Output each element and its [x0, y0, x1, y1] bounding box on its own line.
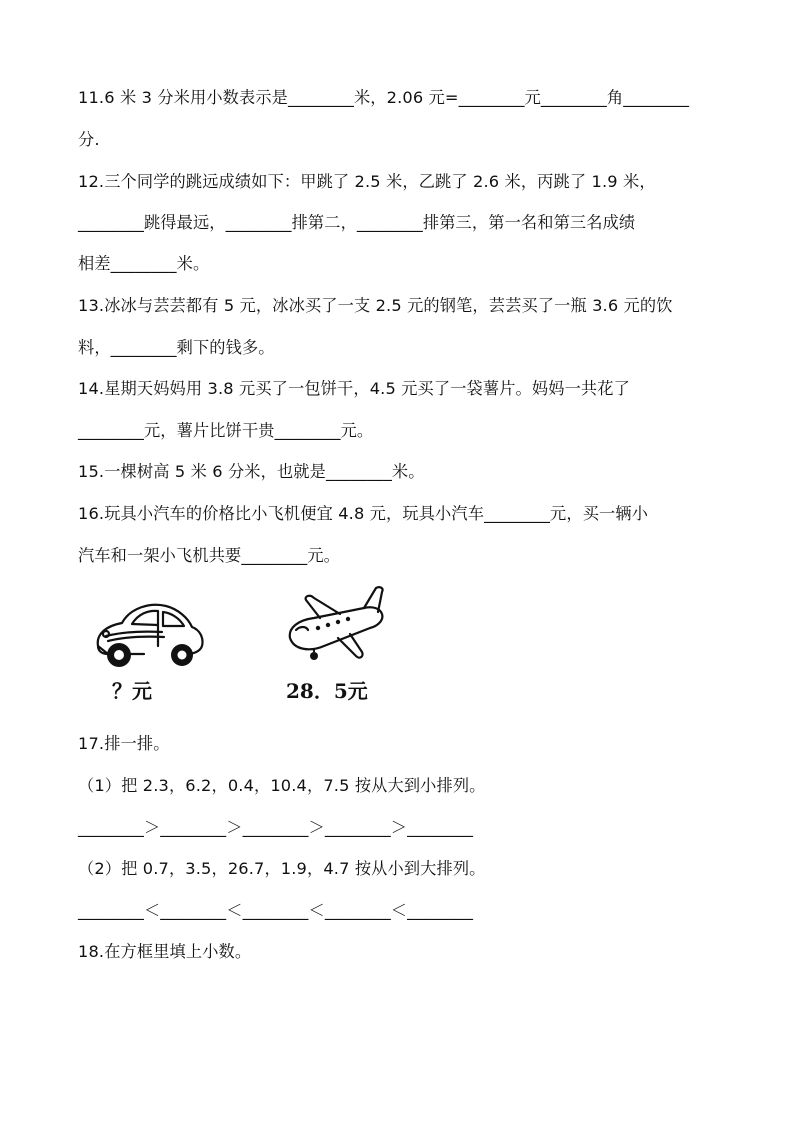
q17-part2-answer: ________＜________＜________＜________＜________: [78, 901, 474, 920]
q15-line1: 15.一棵树高 5 米 6 分米，也就是________米。: [78, 462, 425, 481]
q17-part2: （2）把 0.7，3.5，26.7，1.9，4.7 按从小到大排列。: [78, 859, 486, 878]
q14-line1: 14.星期天妈妈用 3.8 元买了一包饼干，4.5 元买了一袋薯片。妈妈一共花了: [78, 379, 630, 398]
q18-title: 18.在方框里填上小数。: [78, 942, 252, 961]
q11-line2: 分.: [78, 130, 100, 149]
q16-line2: 汽车和一架小飞机共要________元。: [78, 546, 340, 565]
q16-line1: 16.玩具小汽车的价格比小飞机便宜 4.8 元，玩具小汽车________元，买一辆小: [78, 504, 649, 523]
toy-car-illustration: [92, 594, 207, 674]
q17-title: 17.排一排。: [78, 734, 170, 753]
q14-line2: ________元，薯片比饼干贵________元。: [78, 421, 374, 440]
q12-line2: ________跳得最远，________排第二，________排第三，第一名和第三名成绩: [78, 213, 636, 232]
q13-line1: 13.冰冰与芸芸都有 5 元，冰冰买了一支 2.5 元的钢笔，芸芸买了一瓶 3.6 元的饮: [78, 296, 673, 315]
q12-line3: 相差________米。: [78, 254, 210, 273]
q17-part1-answer: ________＞________＞________＞________＞________: [78, 818, 474, 837]
q17-part1: （1）把 2.3，6.2，0.4，10.4，7.5 按从大到小排列。: [78, 776, 486, 795]
q13-line2: 料，________剩下的钱多。: [78, 338, 275, 357]
q11-line1: 11.6 米 3 分米用小数表示是________米，2.06 元=________元________角________: [78, 88, 690, 107]
car-price-label: ？元: [112, 679, 152, 703]
q12-line1: 12.三个同学的跳远成绩如下：甲跳了 2.5 米，乙跳了 2.6 米，丙跳了 1.9 米，: [78, 172, 656, 191]
plane-price-label: 28．5元: [286, 679, 368, 703]
toy-plane-illustration: [284, 584, 394, 666]
